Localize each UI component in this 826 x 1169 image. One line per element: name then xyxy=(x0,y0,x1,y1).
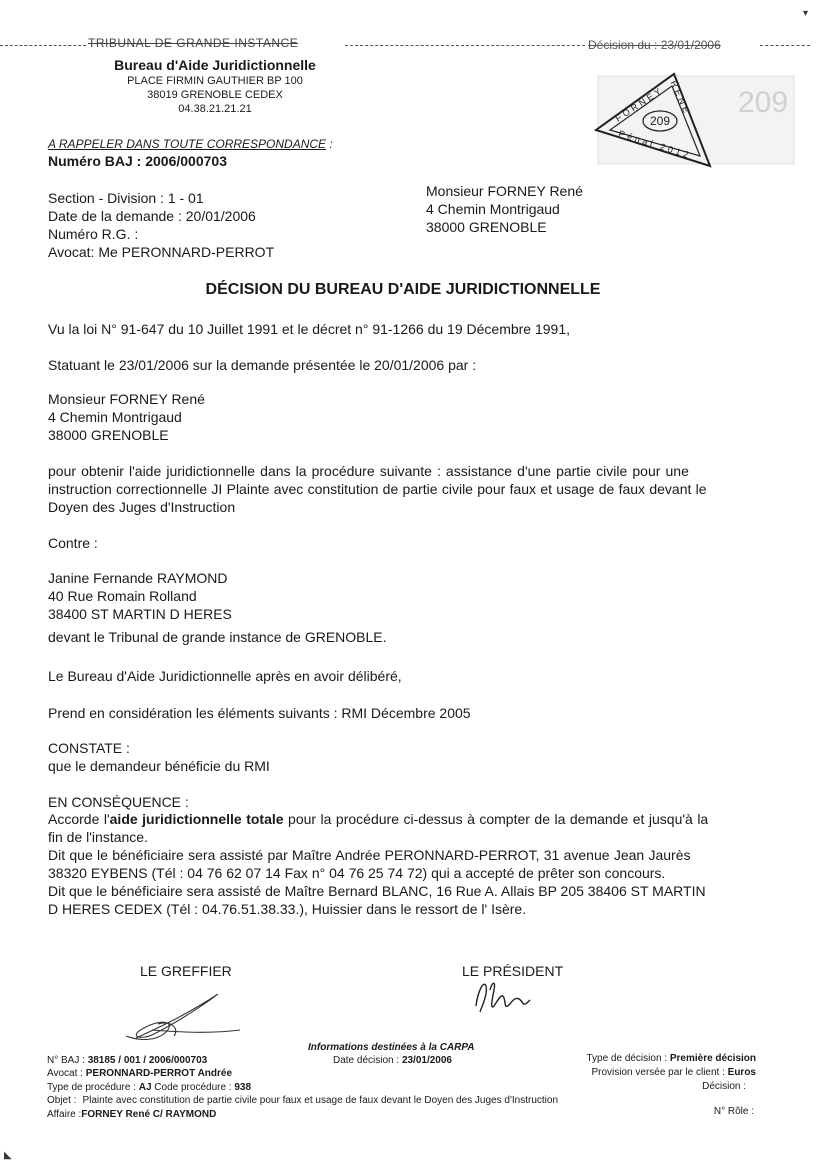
deliberation-line: Le Bureau d'Aide Juridictionnelle après en avoir délibéré, xyxy=(48,668,402,684)
case-rg-number: Numéro R.G. : xyxy=(48,226,139,242)
bureau-phone: 04.38.21.21.21 xyxy=(178,103,252,115)
footer-baj xyxy=(47,1055,207,1067)
footer-affaire-label: Affaire : xyxy=(47,1109,82,1120)
carpa-title: Informations destinées à la CARPA xyxy=(308,1042,475,1053)
applicant-city: 38000 GRENOBLE xyxy=(48,427,169,443)
footer-baj-label: N° BAJ : xyxy=(47,1055,88,1066)
stamp-faded-print: 209 xyxy=(738,86,789,119)
elements-line: Prend en considération les éléments suivants : RMI Décembre 2005 xyxy=(48,705,471,721)
recall-colon: : xyxy=(326,137,333,151)
footer-objet xyxy=(47,1095,558,1107)
footer-procedure-code-value: 938 xyxy=(234,1082,252,1093)
constate-label: CONSTATE : xyxy=(48,740,130,756)
case-section: Section - Division : 1 - 01 xyxy=(48,190,204,206)
law-reference: Vu la loi N° 91-647 du 10 Juillet 1991 et le décret n° 91-1266 du 19 Décembre 1991, xyxy=(48,321,571,337)
court-name: TRIBUNAL DE GRANDE INSTANCE xyxy=(88,36,299,50)
assist1-line1: Dit que le bénéficiaire sera assisté par Maître Andrée PERONNARD-PERROT, 31 avenue Jean Jaurès xyxy=(48,847,691,863)
procedure-line2: instruction correctionnelle JI Plainte avec constitution de partie civile pour faux et usage de faux devant le xyxy=(48,481,707,497)
footer-procedure xyxy=(47,1082,251,1094)
applicant-street: 4 Chemin Montrigaud xyxy=(48,409,182,425)
stamp-graphic xyxy=(588,72,798,172)
footer-objet-value: Plainte avec constitution de partie civile pour faux et usage de faux devant le Doyen des Juges d'Instruction xyxy=(82,1095,559,1106)
consequence-label: EN CONSÉQUENCE : xyxy=(48,794,189,810)
president-signature xyxy=(470,976,550,1016)
footer-decision-date-value: 23/01/2006 xyxy=(401,1055,452,1066)
grant-suffix: pour la procédure ci-dessus à compter de la demande et jusqu'à la xyxy=(283,811,709,827)
header-rule-right xyxy=(345,45,585,46)
document-title: DÉCISION DU BUREAU D'AIDE JURIDICTIONNELLE xyxy=(205,281,601,298)
recall-label: A RAPPELER DANS TOUTE CORRESPONDANCE xyxy=(48,137,327,151)
grant-prefix: Accorde l' xyxy=(48,811,110,827)
baj-number: Numéro BAJ : 2006/000703 xyxy=(48,153,227,169)
stamp-bottom-text: Pénal 2012 xyxy=(617,128,693,161)
footer-decision-label: Décision : xyxy=(702,1081,746,1092)
assist1-line2: 38320 EYBENS (Tél : 04 76 62 07 14 Fax n° 04 76 25 74 72) qui a accepté de prêter son concours. xyxy=(48,865,666,881)
recipient-street: 4 Chemin Montrigaud xyxy=(426,201,560,217)
recall-notice xyxy=(48,137,333,152)
assist2-line2: D HERES CEDEX (Tél : 04.76.51.38.33.), Huissier dans le ressort de l' Isère. xyxy=(48,901,527,917)
opponent-name: Janine Fernande RAYMOND xyxy=(48,570,228,586)
footer-decision-date xyxy=(333,1055,452,1067)
president-label: LE PRÉSIDENT xyxy=(462,963,564,979)
greffier-signature xyxy=(118,984,248,1050)
footer-avocat xyxy=(47,1068,232,1080)
recipient-city: 38000 GRENOBLE xyxy=(426,219,547,235)
recipient-name: Monsieur FORNEY René xyxy=(426,183,583,199)
header-rule-left xyxy=(0,45,86,46)
footer-provision-value: Euros xyxy=(727,1067,756,1078)
footer-procedure-type-label: Type de procédure : xyxy=(47,1082,139,1093)
opponent-street: 40 Rue Romain Rolland xyxy=(48,588,197,604)
grant-line1 xyxy=(48,810,708,828)
scan-mark-bottom-left: ◣ xyxy=(4,1150,12,1161)
applicant-name: Monsieur FORNEY René xyxy=(48,391,205,407)
bureau-name: Bureau d'Aide Juridictionnelle xyxy=(114,57,316,73)
footer-procedure-code-label: Code procédure : xyxy=(151,1082,235,1093)
decision-date-header: Décision du : 23/01/2006 xyxy=(588,38,721,52)
grant-line2: fin de l'instance. xyxy=(48,829,148,845)
footer-avocat-label: Avocat : xyxy=(47,1068,86,1079)
assist2-line1: Dit que le bénéficiaire sera assisté de Maître Bernard BLANC, 16 Rue A. Allais BP 205 38406 ST MARTIN xyxy=(48,883,706,899)
case-request-date: Date de la demande : 20/01/2006 xyxy=(48,208,256,224)
footer-provision xyxy=(591,1067,756,1079)
footer-decision-type-value: Première décision xyxy=(669,1053,756,1064)
constate-text: que le demandeur bénéficie du RMI xyxy=(48,758,270,774)
greffier-signature-stroke xyxy=(126,994,240,1039)
president-signature-stroke xyxy=(476,983,530,1012)
footer-provision-label: Provision versée par le client : xyxy=(591,1067,728,1078)
greffier-label: LE GREFFIER xyxy=(140,963,232,979)
procedure-line1: pour obtenir l'aide juridictionnelle dans la procédure suivante : assistance d'une partie civile pour une xyxy=(48,463,689,479)
footer-avocat-value: PERONNARD-PERROT Andrée xyxy=(85,1068,233,1079)
header-rule-far xyxy=(760,45,810,46)
footer-procedure-type-value: AJ xyxy=(138,1082,152,1093)
footer-decision-date-label: Date décision : xyxy=(333,1055,402,1066)
stamp-number: 209 xyxy=(649,114,671,128)
footer-role-label: N° Rôle : xyxy=(713,1106,754,1117)
footer-decision-type-label: Type de décision : xyxy=(586,1053,670,1064)
footer-affaire-value: FORNEY René C/ RAYMOND xyxy=(81,1109,217,1120)
footer-objet-label: Objet : xyxy=(47,1095,77,1106)
procedure-line3: Doyen des Juges d'Instruction xyxy=(48,499,236,515)
footer-decision-type xyxy=(586,1053,756,1065)
contre-label: Contre : xyxy=(48,535,98,551)
footer-baj-value: 38185 / 001 / 2006/000703 xyxy=(87,1055,208,1066)
tribunal-line: devant le Tribunal de grande instance de GRENOBLE. xyxy=(48,629,387,645)
opponent-city: 38400 ST MARTIN D HERES xyxy=(48,606,232,622)
stamp-top-text: FORNEY RENE xyxy=(613,79,693,124)
bureau-address-block xyxy=(90,57,340,116)
registration-stamp xyxy=(588,72,798,172)
bureau-address-line1: PLACE FIRMIN GAUTHIER BP 100 xyxy=(127,75,303,87)
footer-affaire xyxy=(47,1109,216,1121)
bureau-address-line2: 38019 GRENOBLE CEDEX xyxy=(147,89,283,101)
statuant-line: Statuant le 23/01/2006 sur la demande présentée le 20/01/2006 par : xyxy=(48,357,477,373)
grant-bold: aide juridictionnelle totale xyxy=(109,811,284,827)
scan-mark-top-right: ▾ xyxy=(803,8,809,19)
case-lawyer: Avocat: Me PERONNARD-PERROT xyxy=(48,244,275,260)
